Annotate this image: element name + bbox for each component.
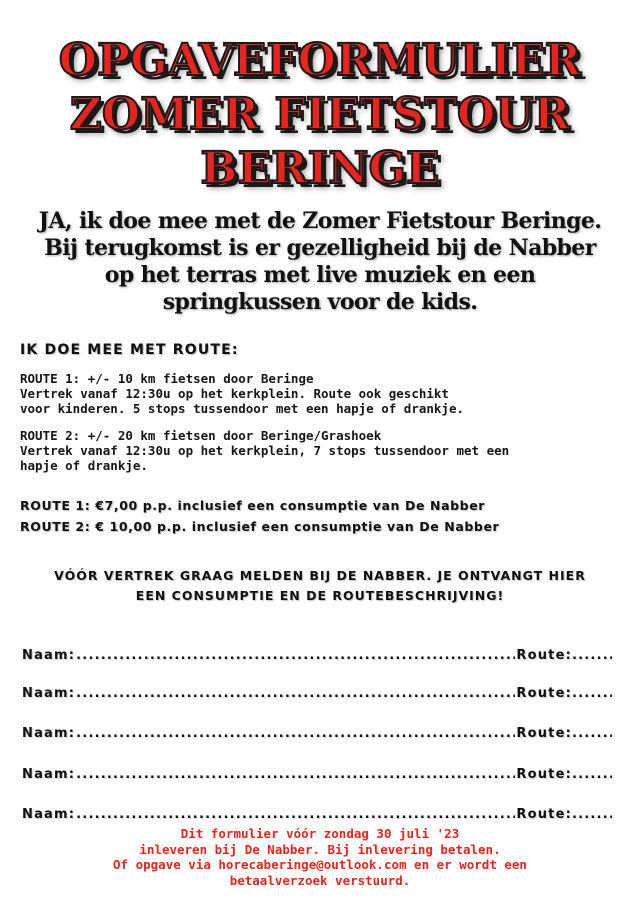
footer-text — [0, 826, 640, 888]
route-1-description — [20, 371, 464, 416]
name-field[interactable] — [76, 686, 515, 701]
route-1-line-2: Vertrek vanaf 12:30u op het kerkplein. Route ook geschikt — [20, 386, 449, 401]
name-field[interactable] — [76, 807, 515, 822]
route-field[interactable] — [572, 686, 612, 701]
footer-line-2: inleveren bij De Nabber. Bij inlevering betalen. — [139, 841, 501, 857]
name-label: Naam: — [22, 686, 76, 701]
form-row-3[interactable] — [22, 726, 612, 742]
intro-line-2: Bij terugkomst is er gezelligheid bij de Nabber — [44, 235, 596, 261]
title-line-3: BERINGE — [200, 143, 440, 194]
route-label: Route: — [516, 807, 572, 822]
name-label: Naam: — [22, 726, 76, 741]
form-row-2[interactable] — [22, 686, 612, 702]
price-route-1: ROUTE 1: €7,00 p.p. inclusief een consumptie van De Nabber — [20, 498, 486, 513]
form-row-4[interactable] — [22, 767, 612, 783]
notice-text — [0, 566, 640, 606]
intro-line-3: op het terras met live muziek en een — [104, 262, 536, 288]
route-1-line-1: ROUTE 1: +/- 10 km fietsen door Beringe — [20, 371, 314, 386]
form-row-1[interactable] — [22, 648, 612, 664]
route-2-line-3: hapje of drankje. — [20, 458, 148, 473]
route-label: Route: — [516, 726, 572, 741]
footer-line-3: Of opgave via horecaberinge@outlook.com en er wordt een — [113, 857, 527, 872]
price-route-2: ROUTE 2: € 10,00 p.p. inclusief een consumptie van De Nabber — [20, 519, 500, 534]
route-field[interactable] — [572, 648, 612, 663]
footer-line-1: Dit formulier vóór zondag 30 juli '23 — [180, 826, 460, 841]
notice-line-2: EEN CONSUMPTIE EN DE ROUTEBESCHRIJVING! — [135, 588, 505, 603]
route-2-description — [20, 428, 509, 473]
intro-line-4: springkussen voor de kids. — [162, 289, 478, 315]
title-line-1: OPGAVEFORMULIER — [58, 35, 582, 86]
name-label: Naam: — [22, 767, 76, 782]
name-field[interactable] — [76, 648, 515, 663]
name-field[interactable] — [76, 767, 515, 782]
route-field[interactable] — [572, 726, 612, 741]
notice-line-1: VÓÓR VERTREK GRAAG MELDEN BIJ DE NABBER. JE ONTVANGT HIER — [54, 568, 586, 583]
route-field[interactable] — [572, 767, 612, 782]
route-2-line-1: ROUTE 2: +/- 20 km fietsen door Beringe/Grashoek — [20, 428, 382, 443]
route-2-line-2: Vertrek vanaf 12:30u op het kerkplein, 7 stops tussendoor met een — [20, 443, 510, 458]
name-field[interactable] — [76, 726, 515, 741]
route-heading: IK DOE MEE MET ROUTE: — [20, 342, 239, 358]
route-field[interactable] — [572, 807, 612, 822]
footer-line-4: betaalverzoek verstuurd. — [229, 872, 411, 888]
title-line-2: ZOMER FIETSTOUR — [69, 89, 571, 140]
route-label: Route: — [516, 686, 572, 701]
intro-text — [20, 208, 620, 316]
name-label: Naam: — [22, 807, 76, 822]
intro-line-1: JA, ik doe mee met de Zomer Fietstour Beringe. — [38, 208, 602, 234]
route-1-line-3: voor kinderen. 5 stops tussendoor met een hapje of drankje. — [20, 401, 465, 416]
route-label: Route: — [516, 767, 572, 782]
name-label: Naam: — [22, 648, 76, 663]
form-row-5[interactable] — [22, 807, 612, 823]
route-label: Route: — [516, 648, 572, 663]
